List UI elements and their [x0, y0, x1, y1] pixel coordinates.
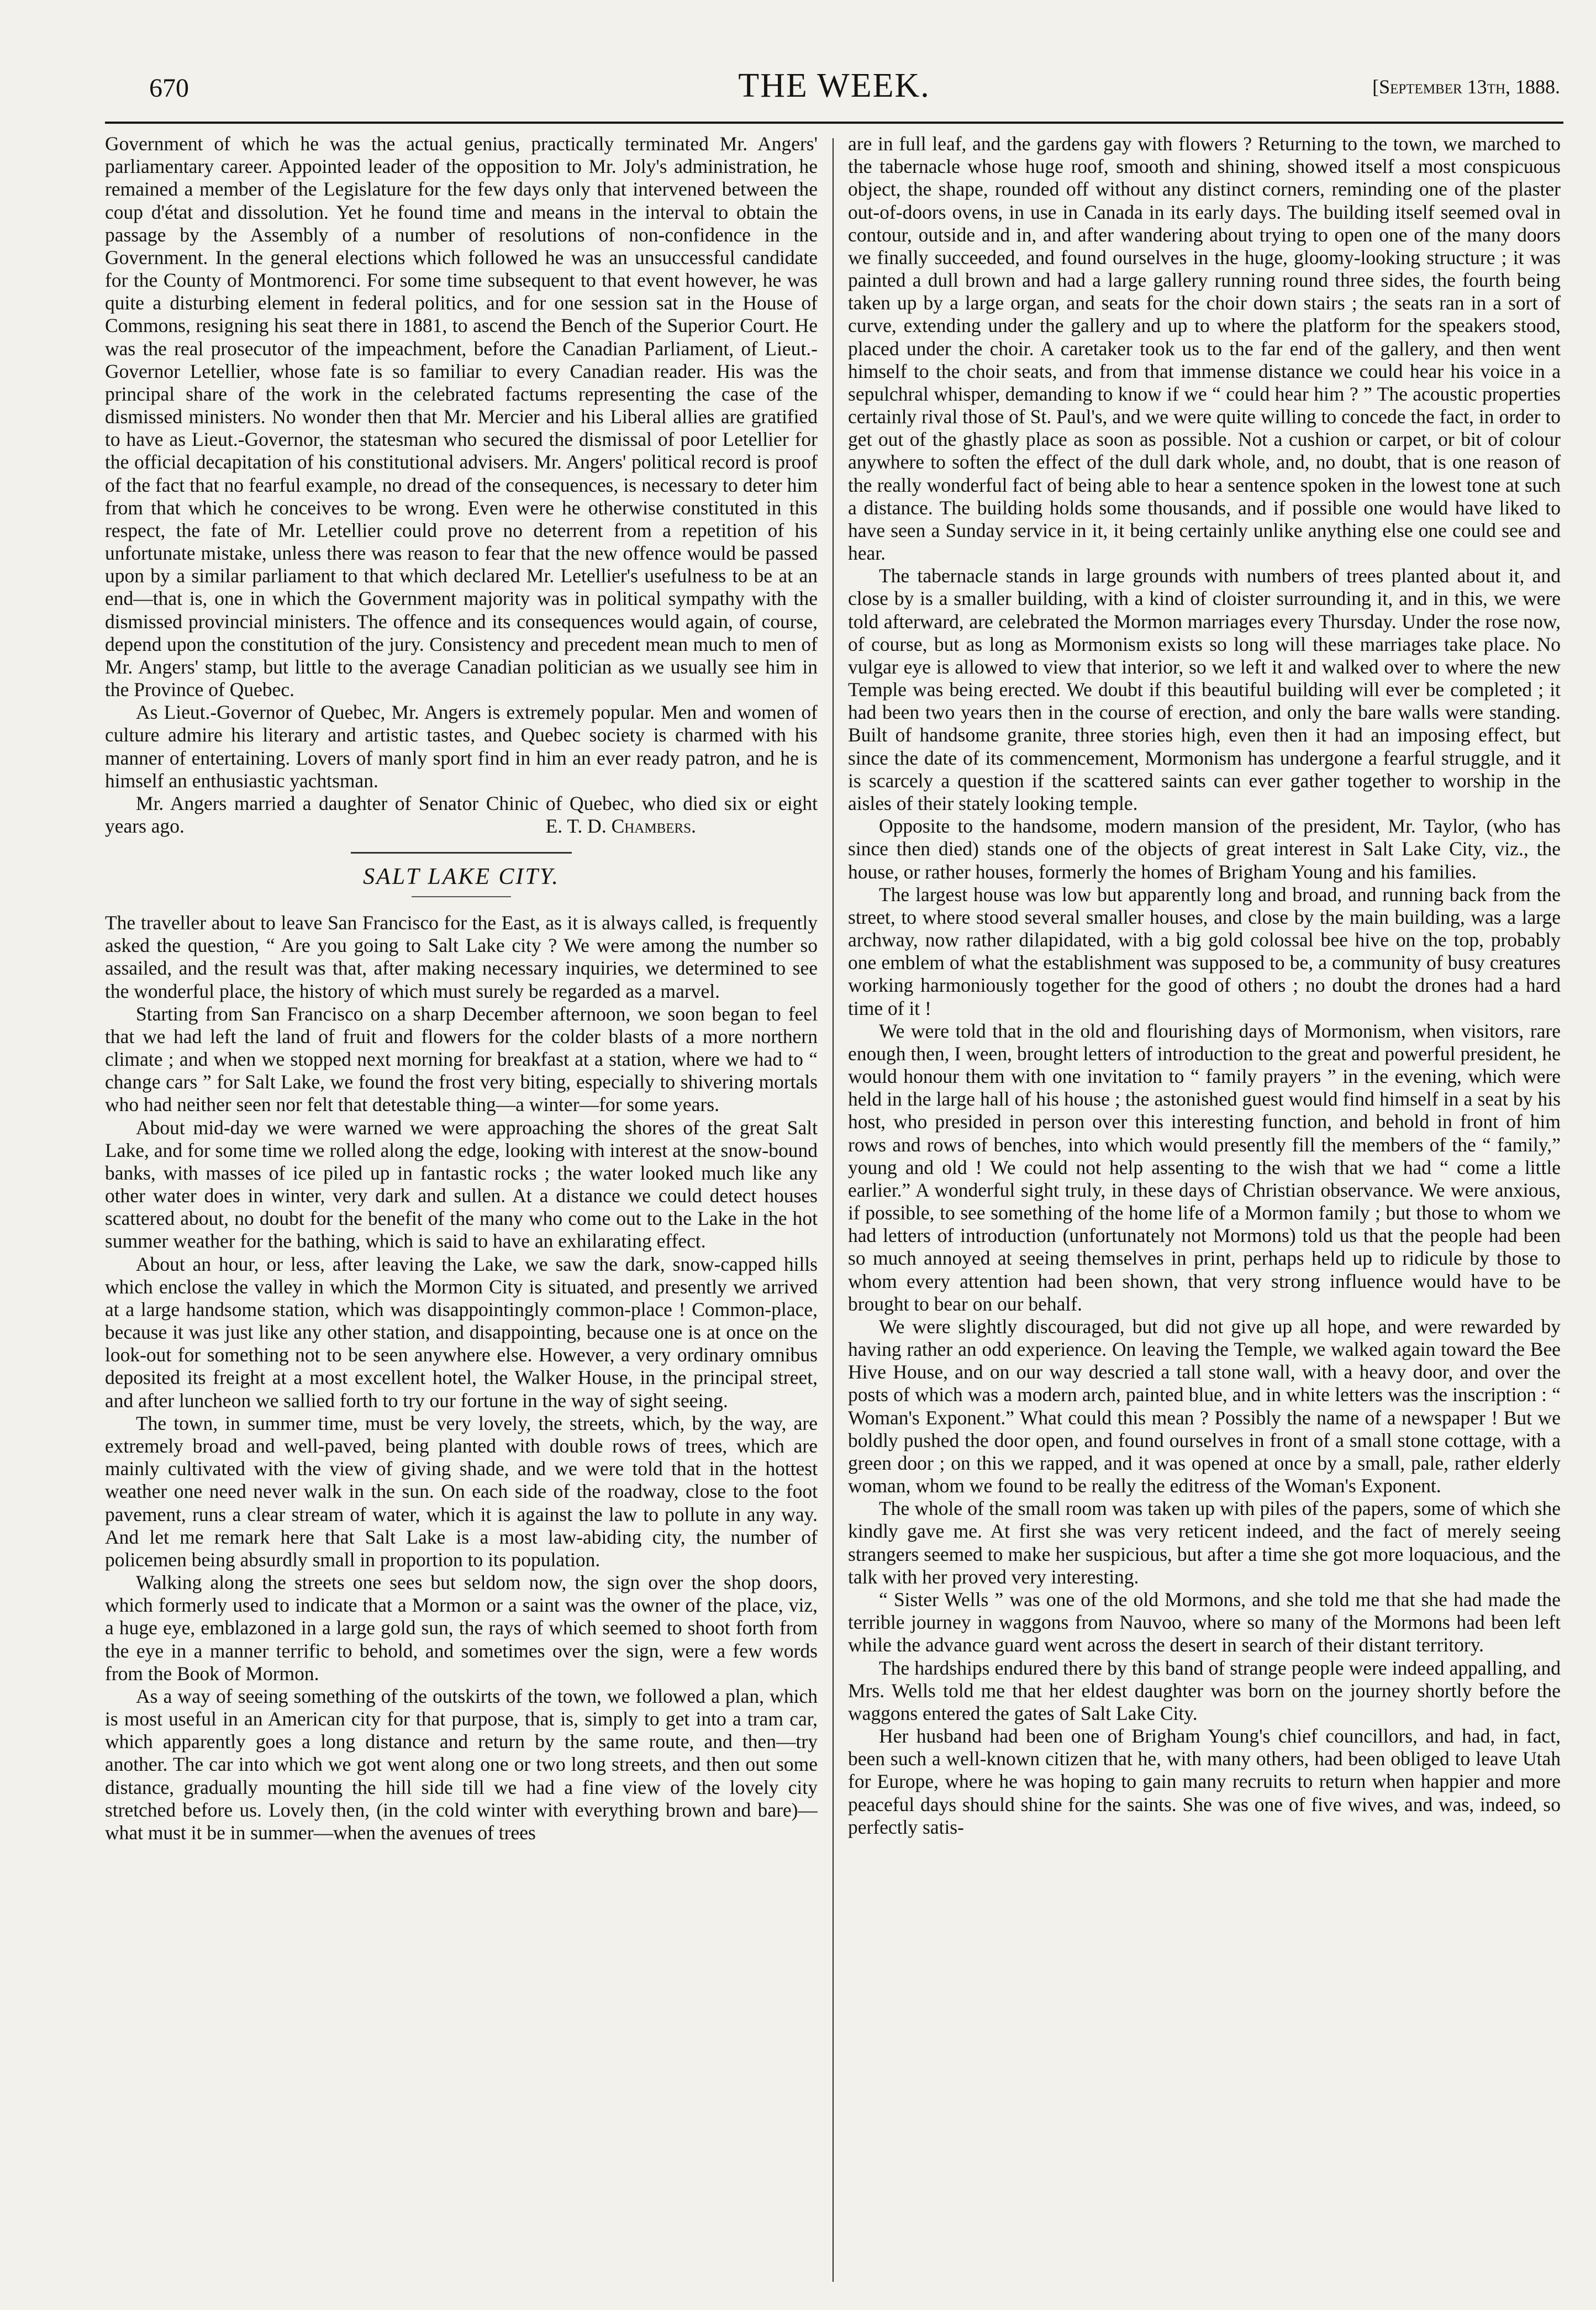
paragraph: Her husband had been one of Brigham Young's chief councillors, and had, in fact, been such a well-known citizen that he, with many others, had been obliged to leave Utah for Europe, where he was hoping to gain many recruits to return when happier and more peaceful days should shine for the saints. She was one of five wives, and was, indeed, so perfectly satis- [848, 1725, 1561, 1838]
column-divider [833, 138, 834, 2282]
paragraph: The whole of the small room was taken up with piles of the papers, some of which she kindly gave me. At first she was very reticent indeed, and the fact of merely seeing strangers seemed to make her suspicious, but after a time she got more loquacious, and the talk with her proved very interesting. [848, 1497, 1561, 1588]
paragraph-text: Mr. Angers married a daughter of Senator Chinic of Quebec, who died six or eight years ago. [105, 792, 818, 838]
paragraph: The hardships endured there by this band of strange people were indeed appalling, and Mrs. Wells told me that her eldest daughter was born on the journey shortly before the waggons entered the gates of Salt Lake City. [848, 1656, 1561, 1724]
paragraph: The town, in summer time, must be very lovely, the streets, which, by the way, are extremely broad and well-paved, being planted with double rows of trees, which are mainly cultivated with the view of giving shade, and we were told that in the hottest weather one need never walk in the sun. On each side of the roadway, close to the foot pavement, runs a clear stream of water, which it is against the law to pollute in any way. And let me remark here that Salt Lake is a most law-abiding city, the number of policemen being absurdly small in proportion to its population. [105, 1412, 818, 1571]
paragraph: The traveller about to leave San Francisco for the East, as it is always called, is frequently asked the question, “ Are you going to Salt Lake city ? We were among the number so assailed, and the result was that, after making necessary inquiries, we determined to see the wonderful place, the history of which must surely be regarded as a marvel. [105, 912, 818, 1002]
author-signature: E. T. D. Chambers. [545, 815, 696, 838]
paragraph: The largest house was low but apparently long and broad, and running back from the street, to where stood several smaller houses, and close by the main building, was a large archway, now rather dilapidated, with a big gold colossal bee hive on the top, probably one emblem of what the establishment was supposed to be, a community of busy creatures working harmoniously together for the good of others ; no doubt the drones had a hard time of it ! [848, 883, 1561, 1019]
right-column [848, 133, 1561, 2287]
title-rule [412, 896, 511, 897]
left-column [105, 133, 818, 2287]
article-separator [351, 852, 572, 854]
paragraph: “ Sister Wells ” was one of the old Mormons, and she told me that she had made the terrible journey in waggons from Nauvoo, where so many of the Mormons had been left while the advance guard went across the desert in search of their distant territory. [848, 1588, 1561, 1656]
journal-title: THE WEEK. [738, 67, 930, 104]
paragraph: As Lieut.-Governor of Quebec, Mr. Angers is extremely popular. Men and women of culture admire his literary and artistic tastes, and Quebec society is charmed with his manner of entertaining. Lovers of manly sport find in him an ever ready patron, and he is himself an enthusiastic yachtsman. [105, 701, 818, 792]
paragraph: The tabernacle stands in large grounds with numbers of trees planted about it, and close by is a smaller building, with a kind of cloister surrounding it, and in this, we were told afterward, are celebrated the Mormon marriages every Thursday. Under the rose now, of course, but as long as Mormonism exists so long will these marriages take place. No vulgar eye is allowed to view that interior, so we left it and walked over to where the new Temple was being erected. We doubt if this beautiful building will ever be completed ; it had been two years then in the course of erection, and only the bare walls were standing. Built of handsome granite, three stories high, even then it had an imposing effect, but since the date of its commencement, Mormonism has undergone a fearful struggle, and it is scarcely a question if the scattered saints can ever gather together to worship in the aisles of their stately looking temple. [848, 565, 1561, 814]
page-header [105, 61, 1563, 124]
article-title: SALT LAKE CITY. [363, 864, 560, 890]
paragraph: Government of which he was the actual genius, practically terminated Mr. Angers' parliamentary career. Appointed leader of the opposition to Mr. Joly's administration, he remained a member of the Legislature for the few days only that intervened between the coup d'état and dissolution. Yet he found time and means in the interval to obtain the passage by the Assembly of a number of resolutions of non-confidence in the Government. In the general elections which followed he was an unsuccessful candidate for the County of Montmorenci. For some time subsequent to that event however, he was quite a disturbing element in federal politics, and for one session sat in the House of Commons, resigning his seat there in 1881, to ascend the Bench of the Superior Court. He was the real prosecutor of the impeachment, before the Canadian Parliament, of Lieut.-Governor Letellier, whose fate is so familiar to every Canadian reader. His was the principal share of the work in the celebrated factums representing the case of the dismissed ministers. No wonder then that Mr. Mercier and his Liberal allies are gratified to have as Lieut.-Governor, the statesman who secured the dismissal of poor Letellier for the official decapitation of his constitutional advisers. Mr. Angers' political record is proof of the fact that no fearful example, no dread of the consequences, is necessary to deter him from that which he conceives to be wrong. Even were he otherwise constituted in this respect, the fate of Mr. Letellier could prove no deterrent from a repetition of his unfortunate mistake, unless there was reason to fear that the new offence would be passed upon by a similar parliament to that which declared Mr. Letellier's usefulness to be at an end—that is, one in which the Government majority was in political sympathy with the dismissed provincial ministers. The offence and its consequences would again, of course, depend upon the constitution of the jury. Consistency and precedent mean much to men of Mr. Angers' stamp, but little to the average Canadian politician as we usually see him in the Province of Quebec. [105, 133, 818, 701]
paragraph: About an hour, or less, after leaving the Lake, we saw the dark, snow-capped hills which enclose the valley in which the Mormon City is situated, and presently we arrived at a large handsome station, which was disappointingly common-place ! Common-place, because it was just like any other station, and disappointing, because one is at once on the look-out for something not to be seen anywhere else. However, a very ordinary omnibus deposited its freight at a most excellent hotel, the Walker House, in the principal street, and after luncheon we sallied forth to try our fortune in the way of sight seeing. [105, 1253, 818, 1412]
page-number: 670 [149, 73, 189, 103]
paragraph: Opposite to the handsome, modern mansion of the president, Mr. Taylor, (who has since then died) stands one of the objects of great interest in Salt Lake City, viz., the house, or rather houses, formerly the homes of Brigham Young and his families. [848, 815, 1561, 883]
signature-paragraph [105, 792, 818, 838]
paragraph: We were told that in the old and flourishing days of Mormonism, when visitors, rare enough then, I ween, brought letters of introduction to the great and powerful president, he would honour them with one invitation to “ family prayers ” in the evening, which were held in the large hall of his house ; the astonished guest would find himself in a seat by his host, who presided in person over this interesting function, and behold in front of him rows and rows of benches, into which would presently fill the members of the “ family,” young and old ! We could not help assenting to the wish that we had “ come a little earlier.” A wonderful sight truly, in these days of Christian observance. We were anxious, if possible, to see something of the home life of a Mormon family ; but those to whom we had letters of introduction (unfortunately not Mormons) told us that the people had been so much annoyed at seeing themselves in print, perhaps held up to ridicule by those to whom every attention had been shown, that very strong influence would have to be brought to bear on our behalf. [848, 1019, 1561, 1315]
paragraph: We were slightly discouraged, but did not give up all hope, and were rewarded by having rather an odd experience. On leaving the Temple, we walked again toward the Bee Hive House, and on our way descried a tall stone wall, with a heavy door, and over the posts of which was a modern arch, painted blue, and in white letters was the inscription : “ Woman's Exponent.” What could this mean ? Possibly the name of a newspaper ! But we boldly pushed the door open, and found ourselves in front of a small stone cottage, with a green door ; on this we rapped, and it was opened at once by a small, pale, rather elderly woman, whom we found to be really the editress of the Woman's Exponent. [848, 1315, 1561, 1497]
newspaper-page [105, 61, 1563, 2293]
paragraph: As a way of seeing something of the outskirts of the town, we followed a plan, which is most useful in an American city for that purpose, that is, simply to get into a tram car, which apparently goes a long distance and return by the same route, and then—try another. The car into which we got went along one or two long streets, and then out some distance, gradually mounting the hill side till we had a fine view of the lovely city stretched before us. Lovely then, (in the cold winter with everything brown and bare)—what must it be in summer—when the avenues of trees [105, 1685, 818, 1844]
paragraph: About mid-day we were warned we were approaching the shores of the great Salt Lake, and for some time we rolled along the edge, looking with interest at the snow-bound banks, with masses of ice piled up in fantastic rocks ; the water looked much like any other water does in winter, very dark and sullen. At a distance we could detect houses scattered about, no doubt for the benefit of the many who come out to the Lake in the hot summer weather for the bathing, which is said to have an exhilarating effect. [105, 1116, 818, 1253]
paragraph: Walking along the streets one sees but seldom now, the sign over the shop doors, which formerly used to indicate that a Mormon or a saint was the owner of the place, viz, a huge eye, emblazoned in a large gold sun, the rays of which seemed to shoot forth from the eye in a manner terrific to behold, and sometimes over the sign, were a few words from the Book of Mormon. [105, 1571, 818, 1685]
paragraph: Starting from San Francisco on a sharp December afternoon, we soon began to feel that we had left the land of fruit and flowers for the colder blasts of a more northern climate ; and when we stopped next morning for breakfast at a station, where we had to “ change cars ” for Salt Lake, we found the frost very biting, especially to shivering mortals who had neither seen nor felt that detestable thing—a winter—for some years. [105, 1002, 818, 1116]
paragraph: are in full leaf, and the gardens gay with flowers ? Returning to the town, we marched to the tabernacle whose huge roof, smooth and shining, showed itself a most conspicuous object, the shape, rounded off without any distinct corners, reminding one of the plaster out-of-doors ovens, in use in Canada in its early days. The building itself seemed oval in contour, outside and in, and after wandering about trying to open one of the many doors we finally succeeded, and found ourselves in the huge, gloomy-looking structure ; it was painted a dull brown and had a large gallery running round three sides, the fourth being taken up by a large organ, and seats for the choir down stairs ; the seats ran in a sort of curve, extending under the gallery and up to where the platform for the speakers stood, placed under the choir. A caretaker took us to the far end of the gallery, and then went himself to the choir seats, and from that immense distance we could hear his voice in a sepulchral whisper, demanding to know if we “ could hear him ? ” The acoustic properties certainly rival those of St. Paul's, and we were quite willing to concede the fact, in order to get out of the ghastly place as soon as possible. Not a cushion or carpet, or bit of colour anywhere to soften the effect of the dull dark whole, and, no doubt, that is one reason of the really wonderful fact of being able to hear a sentence spoken in the lowest tone at such a distance. The building holds some thousands, and if possible one would have liked to have seen a Sunday service in it, it being certainly unlike anything else one could see and hear. [848, 133, 1561, 565]
issue-date: [September 13th, 1888. [1372, 76, 1560, 98]
